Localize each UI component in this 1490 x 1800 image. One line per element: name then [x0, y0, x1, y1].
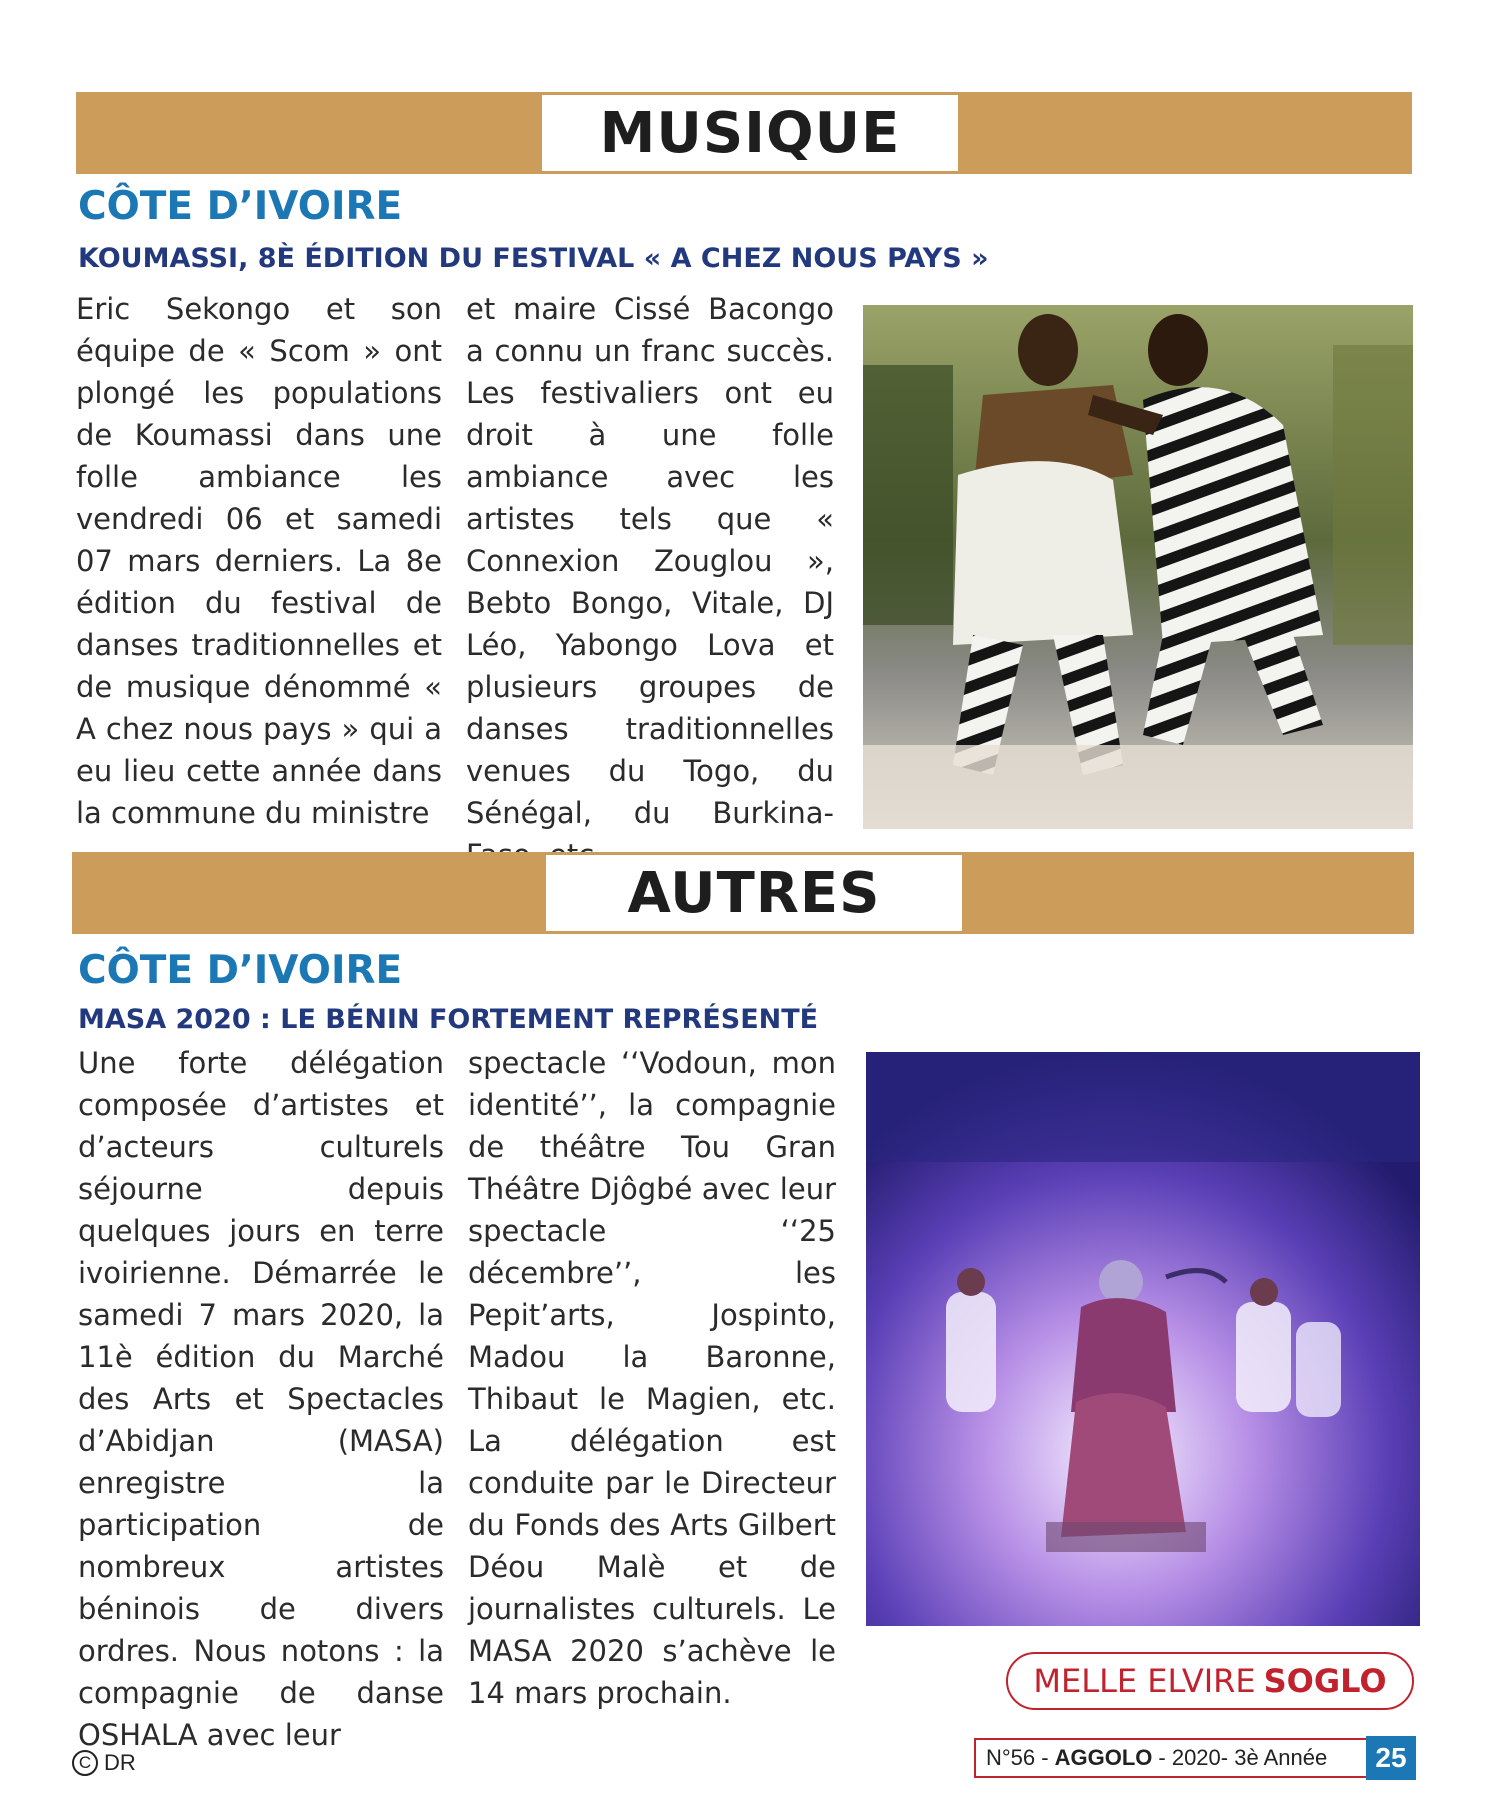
magazine-name: AGGOLO: [1054, 1745, 1153, 1770]
article-2-column-1: Une forte délégation composée d’artistes et d’acteurs culturels séjourne depuis quelques jours en terre ivoirienne. Démarrée le samedi 7 mars 2020, la 11è édition du Marché des Arts et Spectacles d’Abidjan (MASA) enregistre la participation de nombreux artistes béninois de divers ordres. Nous notons : la compagnie de danse OSHALA avec leur: [78, 1046, 444, 1752]
author-last-name: SOGLO: [1263, 1662, 1387, 1700]
issue-year: - 2020- 3è Année: [1158, 1745, 1328, 1770]
article-headline-2: MASA 2020 : LE BÉNIN FORTEMENT REPRÉSENTÉ: [78, 1004, 819, 1035]
country-label-1: CÔTE D’IVOIRE: [78, 184, 403, 229]
photo-credit: [72, 1750, 136, 1776]
section-title-musique: MUSIQUE: [542, 95, 958, 171]
page-footer: [974, 1738, 1412, 1778]
section-title-autres: AUTRES: [546, 855, 962, 931]
country-label-2: CÔTE D’IVOIRE: [78, 948, 403, 993]
issue-number: N°56 -: [986, 1745, 1049, 1770]
article-2-column-2: spectacle ‘‘Vodoun, mon identité’’, la compagnie de théâtre Tou Gran Théâtre Djôgbé avec leur spectacle ‘‘25 décembre’’, les Pepit’arts, Jospinto, Madou la Baronne, Thibaut le Magien, etc. La délégation est conduite par le Directeur du Fonds des Arts Gilbert Déou Malè et de journalistes culturels. Le MASA 2020 s’achève le 14 mars prochain.: [468, 1046, 836, 1710]
author-first-name: MELLE ELVIRE: [1033, 1662, 1256, 1700]
article-1-column-1: Eric Sekongo et son équipe de « Scom » ont plongé les populations de Koumassi dans une folle ambiance les vendredi 06 et samedi 07 mars derniers. La 8e édition du festival de danses traditionnelles et de musique dénommé « A chez nous pays » qui a eu lieu cette année dans la commune du ministre: [76, 292, 442, 830]
copyright-icon: C: [72, 1750, 98, 1776]
article-headline-1: KOUMASSI, 8È ÉDITION DU FESTIVAL « A CHEZ NOUS PAYS »: [78, 243, 989, 274]
photo-credit-text: DR: [104, 1750, 136, 1775]
page-number: 25: [1366, 1736, 1416, 1780]
author-byline: [1006, 1652, 1414, 1710]
dancers-photo: [863, 305, 1413, 829]
stage-performance-photo: [866, 1052, 1420, 1626]
article-1-column-2: et maire Cissé Bacongo a connu un franc succès. Les festivaliers ont eu droit à une folle ambiance avec les artistes tels que « Connexion Zouglou », Bebto Bongo, Vitale, DJ Léo, Yabongo Lova et plusieurs groupes de danses traditionnelles venues du Togo, du Sénégal, du Burkina-: [466, 292, 834, 830]
